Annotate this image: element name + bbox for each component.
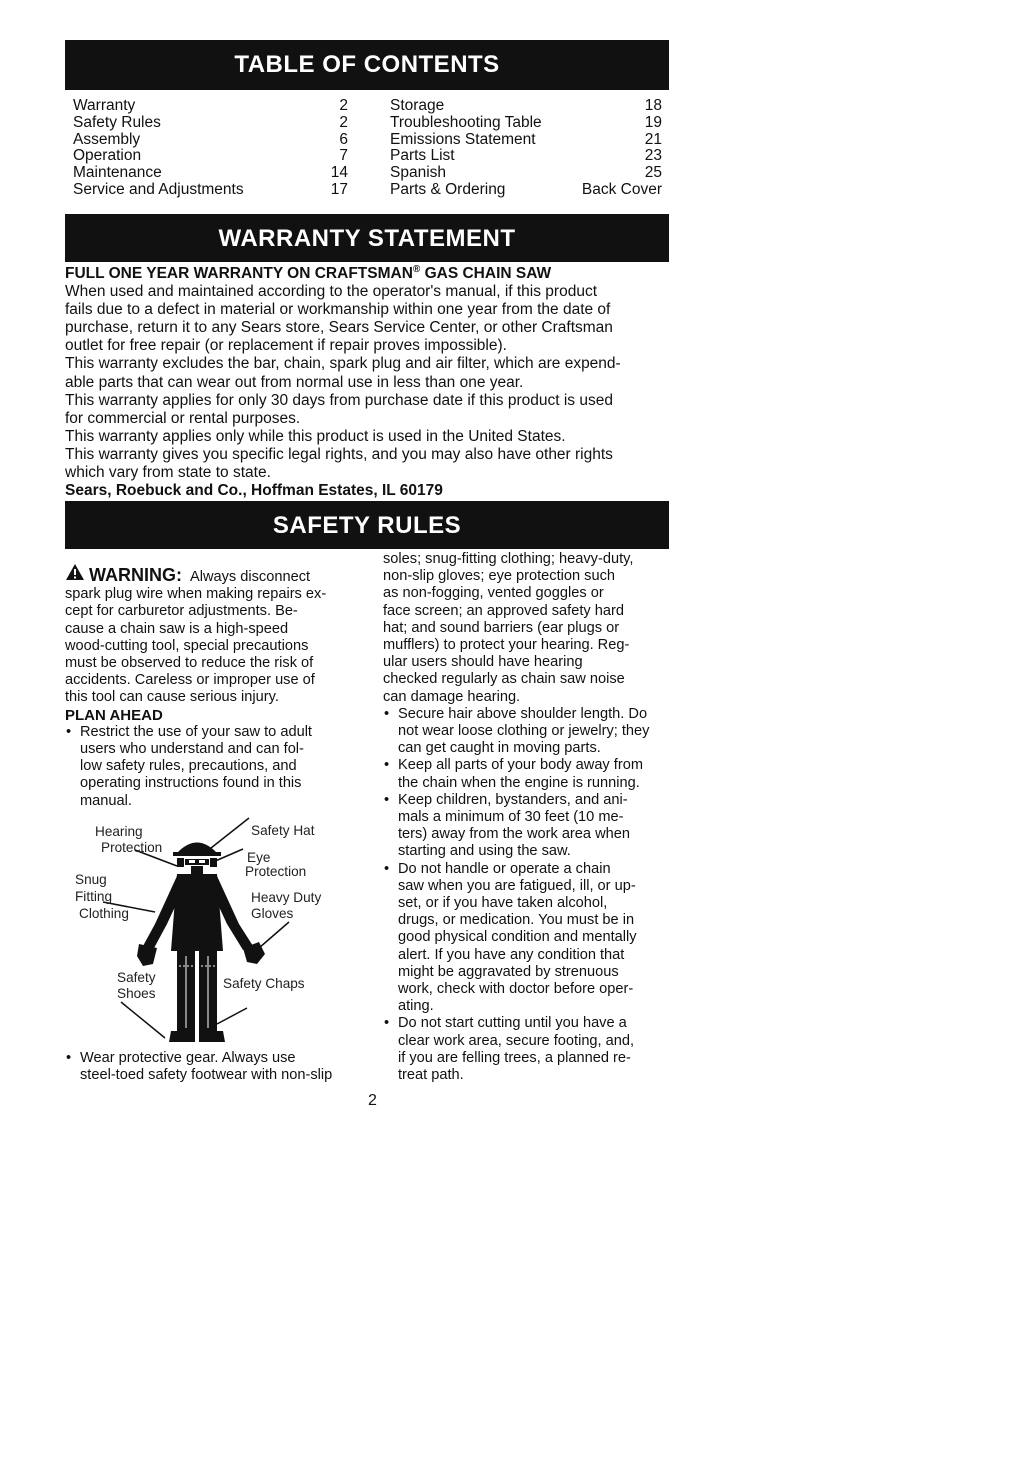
- label-shoes: Shoes: [117, 986, 156, 1001]
- bullet-dot: •: [384, 757, 390, 774]
- warranty-line: fails due to a defect in material or workmanship within one year from the date of: [65, 301, 611, 319]
- label-heavy-duty: Heavy Duty: [251, 890, 322, 905]
- warning-line: [65, 563, 365, 586]
- bullet-line: ating.: [398, 998, 434, 1015]
- warranty-line: purchase, return it to any Sears store, Sears Service Center, or other Craftsman: [65, 319, 613, 337]
- bullet-line: Do not start cutting until you have a: [398, 1015, 627, 1032]
- bullet-line: steel-toed safety footwear with non-slip: [80, 1067, 333, 1084]
- continuation-line: soles; snug-fitting clothing; heavy-duty,: [383, 551, 634, 567]
- bullet-line: might be aggravated by strenuous: [398, 963, 619, 980]
- bullet-line: ters) away from the work area when: [398, 826, 630, 843]
- label-hearing: Hearing: [95, 824, 143, 839]
- warning-text-line: accidents. Careless or improper use of: [65, 672, 315, 689]
- label-safety-hat: Safety Hat: [251, 823, 315, 838]
- toc-entry: [390, 98, 662, 115]
- bullet-line: Keep all parts of your body away from: [398, 757, 643, 774]
- toc-entry-title: Safety Rules: [73, 113, 161, 131]
- label-gloves: Gloves: [251, 906, 294, 921]
- toc-entry: [73, 182, 348, 199]
- toc-entry-page: 23: [644, 147, 662, 165]
- toc-entry: [73, 148, 348, 165]
- continuation-line: mufflers) to protect your hearing. Reg-: [383, 637, 630, 654]
- gear-continuation-text: [383, 551, 678, 706]
- bullet-line: operating instructions found in this: [80, 775, 302, 792]
- bullet-line: if you are felling trees, a planned re-: [398, 1049, 631, 1066]
- warning-text-line: cause a chain saw is a high-speed: [65, 620, 289, 637]
- warranty-line: This warranty applies only while this product is used in the United States.: [65, 427, 566, 445]
- toc-entry-page: 2: [339, 97, 348, 114]
- bullet-dot: •: [384, 860, 390, 877]
- toc-entry-title: Storage: [390, 97, 445, 114]
- toc-entry-title: Spanish: [390, 164, 447, 182]
- toc-entry-title: Service and Adjustments: [73, 180, 244, 198]
- bullet-line: starting and using the saw.: [398, 843, 571, 860]
- bullet-line: not wear loose clothing or jewelry; they: [398, 723, 650, 740]
- toc-entry-page: 18: [644, 97, 662, 114]
- warning-text: [65, 586, 365, 706]
- continuation-line: as non-fogging, vented goggles or: [383, 585, 604, 602]
- toc-entry: [390, 132, 662, 149]
- bullet-restrict: [65, 724, 365, 810]
- bullet-line: Keep children, bystanders, and ani-: [398, 791, 628, 808]
- toc-entry-title: Warranty: [73, 97, 136, 114]
- toc-entry-page: 6: [339, 130, 348, 148]
- continuation-line: hat; and sound barriers (ear plugs or: [383, 619, 620, 636]
- safety-right-column: [383, 551, 678, 1084]
- warning-text-line: this tool can cause serious injury.: [65, 689, 279, 706]
- bullet-line: drugs, or medication. You must be in: [398, 912, 635, 929]
- safety-bullet: [383, 1015, 678, 1084]
- toc-right-column: [390, 98, 662, 199]
- label-fitting: Fitting: [75, 889, 113, 904]
- safety-bullet: [383, 706, 678, 758]
- toc-entry-page: 21: [644, 130, 662, 148]
- warning-first-line: Always disconnect: [190, 569, 311, 585]
- safety-bullets: [383, 706, 678, 1084]
- bullet-dot: •: [384, 791, 390, 808]
- toc-entry: [73, 132, 348, 149]
- bullet-line: Secure hair above shoulder length. Do: [398, 705, 648, 722]
- warranty-line: This warranty gives you specific legal rights, and you may also have other rights: [65, 445, 613, 463]
- bullet-line: Restrict the use of your saw to adult: [80, 723, 312, 740]
- toc-entry: [390, 115, 662, 132]
- continuation-line: can damage hearing.: [383, 688, 521, 705]
- warning-word: WARNING:: [89, 565, 182, 585]
- warranty-heading: [65, 265, 669, 283]
- page-number: 2: [368, 1092, 377, 1109]
- warranty-line: When used and maintained according to the operator's manual, if this product: [65, 283, 597, 301]
- toc-entry: [390, 148, 662, 165]
- bullet-line: good physical condition and mentally: [398, 929, 637, 946]
- bullet-wear: [65, 1050, 365, 1084]
- warranty-banner: WARRANTY STATEMENT: [65, 214, 669, 262]
- toc-entry: [73, 98, 348, 115]
- warranty-line: This warranty applies for only 30 days from purchase date if this product is used: [65, 391, 613, 409]
- toc-entry-page: 19: [644, 113, 662, 131]
- bullet-dot: •: [384, 1015, 390, 1032]
- protective-gear-figure: [73, 816, 353, 1052]
- toc-entry-page: 25: [644, 164, 662, 182]
- toc-entry-title: Troubleshooting Table: [390, 113, 542, 131]
- label-hearing-protection: Protection: [101, 840, 163, 855]
- bullet-restrict-text: [80, 724, 365, 810]
- warning-text-line: spark plug wire when making repairs ex-: [65, 586, 327, 603]
- label-safety: Safety: [117, 970, 156, 985]
- bullet-dot: •: [66, 1050, 72, 1066]
- warning-text-line: wood-cutting tool, special precautions: [65, 637, 309, 654]
- bullet-line: can get caught in moving parts.: [398, 740, 601, 757]
- toc-entry: [390, 182, 662, 199]
- bullet-line: Do not handle or operate a chain: [398, 860, 611, 877]
- warranty-heading-text-end: GAS CHAIN SAW: [420, 265, 552, 282]
- label-snug: Snug: [75, 872, 107, 887]
- warranty-section: [65, 265, 669, 500]
- safety-banner: SAFETY RULES: [65, 501, 669, 549]
- toc-entry-title: Operation: [73, 147, 142, 165]
- bullet-wear-text: [80, 1050, 365, 1084]
- warranty-line: for commercial or rental purposes.: [65, 409, 301, 427]
- bullet-line: saw when you are fatigued, ill, or up-: [398, 877, 636, 894]
- continuation-line: non-slip gloves; eye protection such: [383, 568, 616, 585]
- toc-entry-title: Parts List: [390, 147, 455, 165]
- bullet-line: Wear protective gear. Always use: [80, 1050, 296, 1066]
- warranty-line: This warranty excludes the bar, chain, spark plug and air filter, which are expend-: [65, 355, 621, 373]
- label-eye: Eye: [247, 850, 271, 865]
- bullet-line: work, check with doctor before oper-: [398, 981, 634, 998]
- warranty-heading-text: FULL ONE YEAR WARRANTY ON CRAFTSMAN: [65, 265, 413, 282]
- warning-text-line: cept for carburetor adjustments. Be-: [65, 603, 298, 620]
- warranty-line: outlet for free repair (or replacement if repair proves impossible).: [65, 337, 507, 355]
- bullet-line: the chain when the engine is running.: [398, 774, 640, 791]
- bullet-line: set, or if you have taken alcohol,: [398, 895, 608, 912]
- continuation-line: checked regularly as chain saw noise: [383, 671, 625, 688]
- warranty-line: which vary from state to state.: [65, 464, 271, 482]
- warning-triangle-icon: [65, 563, 85, 581]
- continuation-line: face screen; an approved safety hard: [383, 602, 624, 619]
- toc-entry: [390, 165, 662, 182]
- warning-text-line: must be observed to reduce the risk of: [65, 655, 314, 672]
- toc-entry-page: 14: [330, 164, 348, 182]
- bullet-line: clear work area, secure footing, and,: [398, 1032, 635, 1049]
- safety-left-column: [65, 563, 365, 810]
- bullet-line: mals a minimum of 30 feet (10 me-: [398, 809, 624, 826]
- registered-mark: ®: [412, 264, 421, 275]
- label-clothing: Clothing: [79, 906, 129, 921]
- toc-entry-title: Assembly: [73, 130, 141, 148]
- label-eye-protection: Protection: [245, 864, 307, 879]
- toc-entry: [73, 115, 348, 132]
- toc-left-column: [73, 98, 348, 199]
- toc-entry-page: 2: [339, 113, 348, 131]
- toc-entry-page: 7: [339, 147, 348, 165]
- toc-entry-title: Maintenance: [73, 164, 162, 182]
- bullet-line: low safety rules, precautions, and: [80, 758, 297, 775]
- bullet-line: users who understand and can fol-: [80, 741, 304, 758]
- toc-entry-title: Parts & Ordering: [390, 180, 506, 198]
- plan-ahead-heading: PLAN AHEAD: [65, 706, 163, 724]
- toc-entry: [73, 165, 348, 182]
- bullet-line: alert. If you have any condition that: [398, 946, 625, 963]
- warranty-line: able parts that can wear out from normal use in less than one year.: [65, 373, 524, 391]
- toc-entry-title: Emissions Statement: [390, 130, 536, 148]
- toc-entry-page: 17: [330, 180, 348, 198]
- continuation-line: ular users should have hearing: [383, 654, 583, 671]
- bullet-line: treat path.: [398, 1067, 464, 1084]
- warranty-address: Sears, Roebuck and Co., Hoffman Estates, IL 60179: [65, 482, 443, 500]
- bullet-dot: •: [384, 705, 390, 722]
- bullet-wear-item: [65, 1050, 365, 1084]
- safety-bullet: [383, 792, 678, 861]
- bullet-dot: •: [66, 723, 72, 740]
- bullet-line: manual.: [80, 792, 132, 809]
- toc-banner: TABLE OF CONTENTS: [65, 40, 669, 90]
- toc-entry-page: Back Cover: [581, 180, 662, 198]
- label-safety-chaps: Safety Chaps: [223, 976, 305, 991]
- warranty-body: [65, 283, 669, 482]
- safety-bullet: [383, 757, 678, 791]
- safety-bullet: [383, 861, 678, 1016]
